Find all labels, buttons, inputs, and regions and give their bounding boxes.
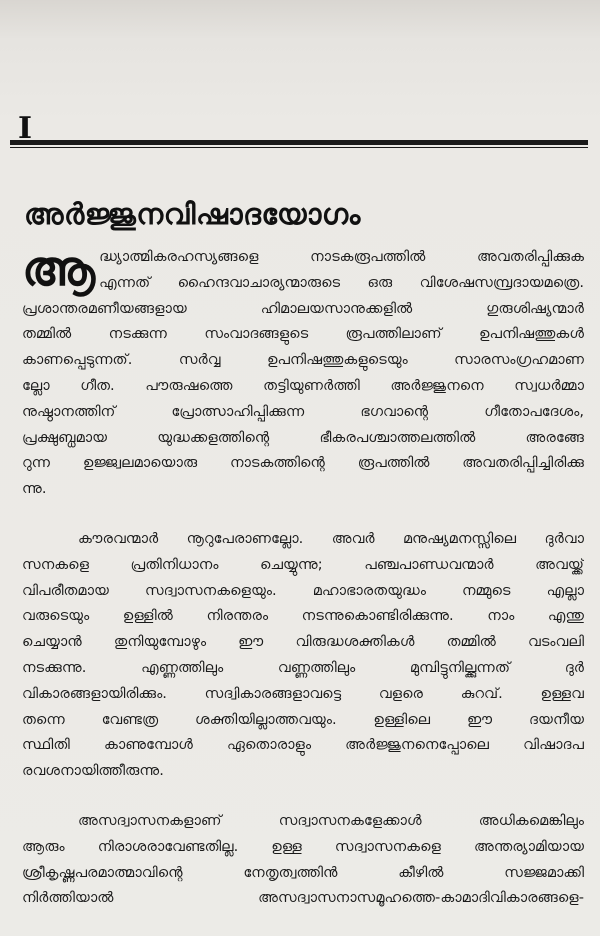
body-text (22, 241, 584, 935)
chapter-rule (10, 140, 588, 148)
paragraph-line: റുന്ന ഉജ്ജ്വലമായൊരു നാടകത്തിന്റെ രൂപത്തിൽ അവതരിപ്പിച്ചിരിക്കു (22, 454, 584, 472)
paragraph-line: വരുടെയും ഉള്ളിൽ നിരന്തരം നടന്നുകൊണ്ടിരിക്കുന്നു. നാം എന്തു (22, 607, 584, 625)
paragraph-line: രവശനായിത്തീരുന്നു. (22, 762, 164, 780)
paragraph-1 (22, 241, 584, 502)
paragraph-line: പ്രക്ഷുബ്ധമായ യുദ്ധക്കളത്തിന്റെ ഭീകരപശ്ചാത്തലത്തിൽ അരങ്ങേ (22, 428, 584, 446)
paragraph-line: ചെയ്യാൻ തുനിയുമ്പോഴും ഈ വിരുദ്ധശക്തികൾ തമ്മിൽ വടംവലി (22, 633, 584, 651)
paragraph-line: സനകളെ പ്രതിനിധാനം ചെയ്യുന്നു; പഞ്ചപാണ്ഡവന്മാർ അവയ്ക്ക് (22, 555, 584, 573)
paragraph-line: ദ്ധ്യാത്മികരഹസ്യങ്ങളെ നാടകരൂപത്തിൽ അവതരിപ്പിക്കുക (99, 248, 584, 265)
chapter-header (10, 112, 588, 152)
paragraph-line: ന്നു. (22, 480, 47, 498)
drop-cap: ആ (22, 241, 96, 297)
paragraph-line: അസദ്വാസനകളാണ് സദ്വാസനകളേക്കാൾ അധികമെങ്കിലും (78, 811, 584, 829)
paragraph-line: കാണപ്പെടുന്നത്. സർവ്വ ഉപനിഷത്തുകളുടെയും സാരസംഗ്രഹമാണ (22, 351, 584, 369)
paragraph-line: തന്നെ വേണ്ടത്ര ശക്തിയില്ലാത്തവയും. ഉള്ളിലെ ഈ ദയനീയ (22, 710, 584, 728)
chapter-title: അർജ്ജുനവിഷാദയോഗം (24, 197, 361, 231)
paragraph-2 (22, 526, 584, 784)
paragraph-line: നടക്കുന്നു. എണ്ണത്തിലും വണ്ണത്തിലും മുമ്പിട്ടുനില്ക്കുന്നത് ദുർ (22, 658, 584, 676)
chapter-number: I (18, 111, 33, 146)
paragraph-line: എന്നത് ഹൈന്ദവാചാര്യന്മാരുടെ ഒരു വിശേഷസമ്പ്രദായമത്രെ. (99, 273, 584, 291)
paragraph-line: ശ്രീകൃഷ്ണപരമാത്മാവിന്റെ നേതൃത്വത്തിൻ കീഴിൽ സജ്ജമാക്കി (22, 863, 584, 881)
paragraph-line: പ്രശാന്തരമണീയങ്ങളായ ഹിമാലയസാനുക്കളിൽ ഗുരുശിഷ്യന്മാർ (22, 299, 584, 317)
paragraph-3 (22, 808, 584, 911)
paragraph-line: സ്ഥിതി കാണുമ്പോൾ ഏതൊരാളും അർജ്ജുനനെപ്പോലെ വിഷാദപ (22, 736, 584, 754)
paragraph-line: ആരും നിരാശരാവേണ്ടതില്ല. ഉള്ള സദ്വാസനകളെ അന്തര്യാമിയായ (22, 837, 584, 855)
paragraph-line: തമ്മിൽ നടക്കുന്ന സംവാദങ്ങളുടെ രൂപത്തിലാണ് ഉപനിഷത്തുകൾ (22, 325, 584, 343)
paragraph-line: നിർത്തിയാൽ അസദ്വാസനാസമൂഹത്തെ-കാമാദിവികാരങ്ങളെ- (22, 889, 584, 907)
paragraph-line: നുഷ്ഠാനത്തിന് പ്രോത്സാഹിപ്പിക്കുന്ന ഭഗവാന്റെ ഗീതോപദേശം, (22, 402, 584, 420)
paragraph-line: വികാരങ്ങളായിരിക്കും. സദ്വികാരങ്ങളാവട്ടെ വളരെ കുറവ്. ഉള്ളവ (22, 684, 584, 702)
paragraph-line: ല്ലോ ഗീത. പൗരുഷത്തെ തട്ടിയുണർത്തി അർജ്ജുനനെ സ്വധർമ്മാ (22, 376, 584, 394)
paragraph-line: കൗരവന്മാർ നൂറുപേരാണല്ലോ. അവർ മനുഷ്യമനസ്സിലെ ദുർവാ (78, 529, 584, 547)
paragraph-line: വിപരീതമായ സദ്വാസനകളെയും. മഹാഭാരതയുദ്ധം നമ്മുടെ എല്ലാ (22, 581, 584, 599)
